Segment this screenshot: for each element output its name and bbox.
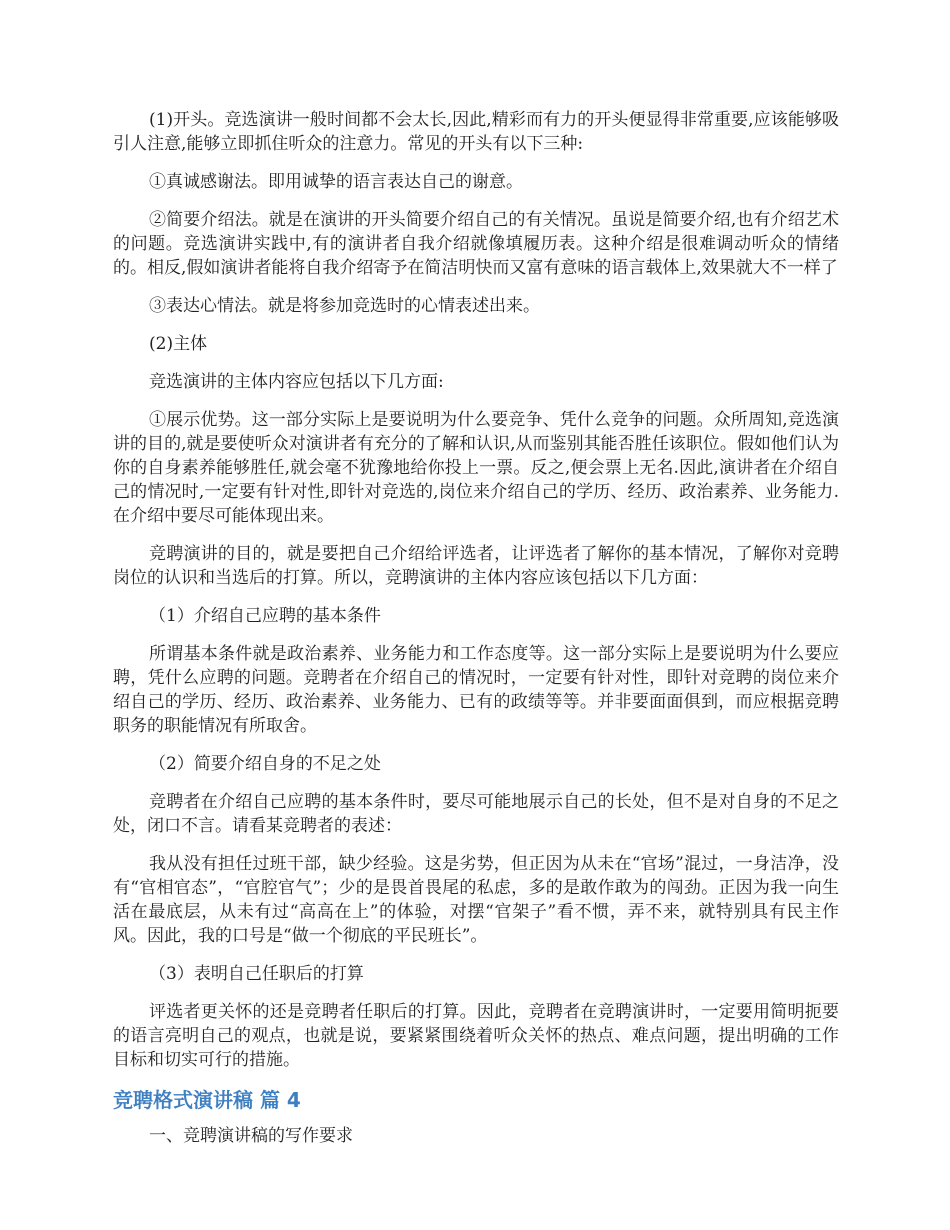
paragraph-shortcomings: 竞聘者在介绍自己应聘的基本条件时，要尽可能地展示自己的长处，但不是对自身的不足之处，闭口不言。请看某竞聘者的表述： bbox=[113, 792, 839, 836]
paragraph-purpose: 竞聘演讲的目的，就是要把自己介绍给评选者，让评选者了解你的基本情况，了解你对竞聘岗位的认识和当选后的打算。所以，竞聘演讲的主体内容应该包括以下几方面： bbox=[113, 544, 839, 588]
paragraph-quote: 我从没有担任过班干部，缺少经验。这是劣势，但正因为从未在“官场”混过，一身洁净，没有“官相官态”，“官腔官气”；少的是畏首畏尾的私虑，多的是敢作敢为的闯劲。正因为我一向生活在最底层，从未有过“高高在上”的体验，对摆“官架子”看不惯，弄不来，就特别具有民主作风。因此，我的口号是“做一个彻底的平民班长”。 bbox=[113, 854, 839, 946]
paragraph-opening: (1)开头。竞选演讲一般时间都不会太长,因此,精彩而有力的开头便显得非常重要,应该能够吸引人注意,能够立即抓住听众的注意力。常见的开头有以下三种: bbox=[113, 110, 839, 154]
document-body bbox=[113, 108, 839, 1162]
paragraph-subheading-3: （3）表明自己任职后的打算 bbox=[149, 964, 364, 984]
paragraph-intro-method: ②简要介绍法。就是在演讲的开头简要介绍自己的有关情况。虽说是简要介绍,也有介绍艺术的问题。竞选演讲实践中,有的演讲者自我介绍就像填履历表。这种介绍是很难调动听众的情绪的。相反,假如演讲者能将自我介绍寄予在简洁明快而又富有意味的语言载体上,效果就大不一样了 bbox=[113, 210, 839, 278]
paragraph-writing-requirements: 一、竞聘演讲稿的写作要求 bbox=[149, 1126, 353, 1146]
paragraph-thanks-method: ①真诚感谢法。即用诚挚的语言表达自己的谢意。 bbox=[149, 172, 523, 192]
paragraph-plans: 评选者更关怀的还是竞聘者任职后的打算。因此，竞聘者在竞聘演讲时，一定要用简明扼要的语言亮明自己的观点，也就是说，要紧紧围绕着听众关怀的热点、难点问题，提出明确的工作目标和切实可行的措施。 bbox=[113, 1002, 839, 1070]
paragraph-body-intro: 竞选演讲的主体内容应包括以下几方面: bbox=[149, 372, 444, 392]
paragraph-show-advantages: ①展示优势。这一部分实际上是要说明为什么要竞争、凭什么竞争的问题。众所周知,竞选演讲的目的,就是要使听众对演讲者有充分的了解和认识,从而鉴别其能否胜任该职位。假如他们认为你的自身素养能够胜任,就会毫不犹豫地给你投上一票。反之,便会票上无名.因此,演讲者在介绍自己的情况时,一定要有针对性,即针对竞选的,岗位来介绍自己的学历、经历、政治素养、业务能力.在介绍中要尽可能体现出来。 bbox=[113, 410, 839, 526]
paragraph-feeling-method: ③表达心情法。就是将参加竞选时的心情表述出来。 bbox=[149, 296, 540, 316]
paragraph-body-label: (2)主体 bbox=[149, 334, 208, 354]
paragraph-subheading-1: （1）介绍自己应聘的基本条件 bbox=[149, 606, 381, 626]
paragraph-subheading-2: （2）简要介绍自身的不足之处 bbox=[149, 754, 381, 774]
paragraph-basic-conditions: 所谓基本条件就是政治素养、业务能力和工作态度等。这一部分实际上是要说明为什么要应聘，凭什么应聘的问题。竞聘者在介绍自己的情况时，一定要有针对性，即针对竞聘的岗位来介绍自己的学历、经历、政治素养、业务能力、已有的政绩等等。并非要面面俱到，而应根据竞聘职务的职能情况有所取舍。 bbox=[113, 644, 839, 736]
section-heading: 竞聘格式演讲稿 篇 4 bbox=[113, 1088, 301, 1112]
